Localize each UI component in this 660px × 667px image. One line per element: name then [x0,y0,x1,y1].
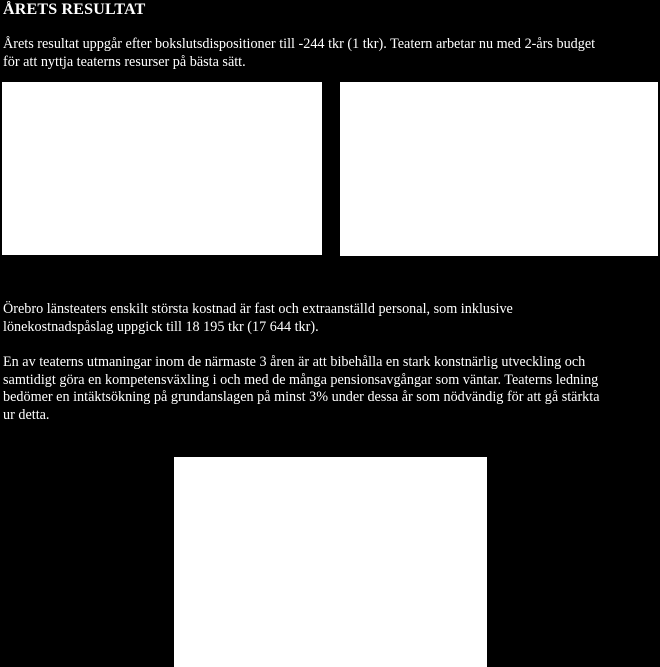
result-paragraph-line: Årets resultat uppgår efter bokslutsdispositioner till -244 tkr (1 tkr). Teatern arbetar nu med 2-års budget [3,36,596,52]
challenges-paragraph-line: samtidigt göra en kompetensväxling i och med de många pensionsavgångar som väntar. Teaterns ledning [3,371,599,388]
personnel-cost-paragraph-line: lönekostnadspåslag uppgick till 18 195 tkr (17 644 tkr). [3,318,319,335]
figure-right [340,82,658,256]
challenges-paragraph-line: En av teaterns utmaningar inom de närmaste 3 åren är att bibehålla en stark konstnärlig utveckling och [3,354,586,370]
section-heading: ÅRETS RESULTAT [3,1,146,18]
result-paragraph [3,36,653,71]
challenges-paragraph-line: ur detta. [3,406,50,423]
result-paragraph-line: för att nyttja teaterns resurser på bästa sätt. [3,53,246,70]
figure-left [2,82,322,255]
personnel-cost-paragraph [3,301,653,336]
challenges-paragraph-line: bedömer en intäktsökning på grundanslagen på minst 3% under dessa år som nödvändig för att gå stärkta [3,389,600,405]
figure-bottom [174,457,487,667]
personnel-cost-paragraph-line: Örebro länsteaters enskilt största kostnad är fast och extraanställd personal, som inklusive [3,301,513,317]
challenges-paragraph [3,354,653,424]
